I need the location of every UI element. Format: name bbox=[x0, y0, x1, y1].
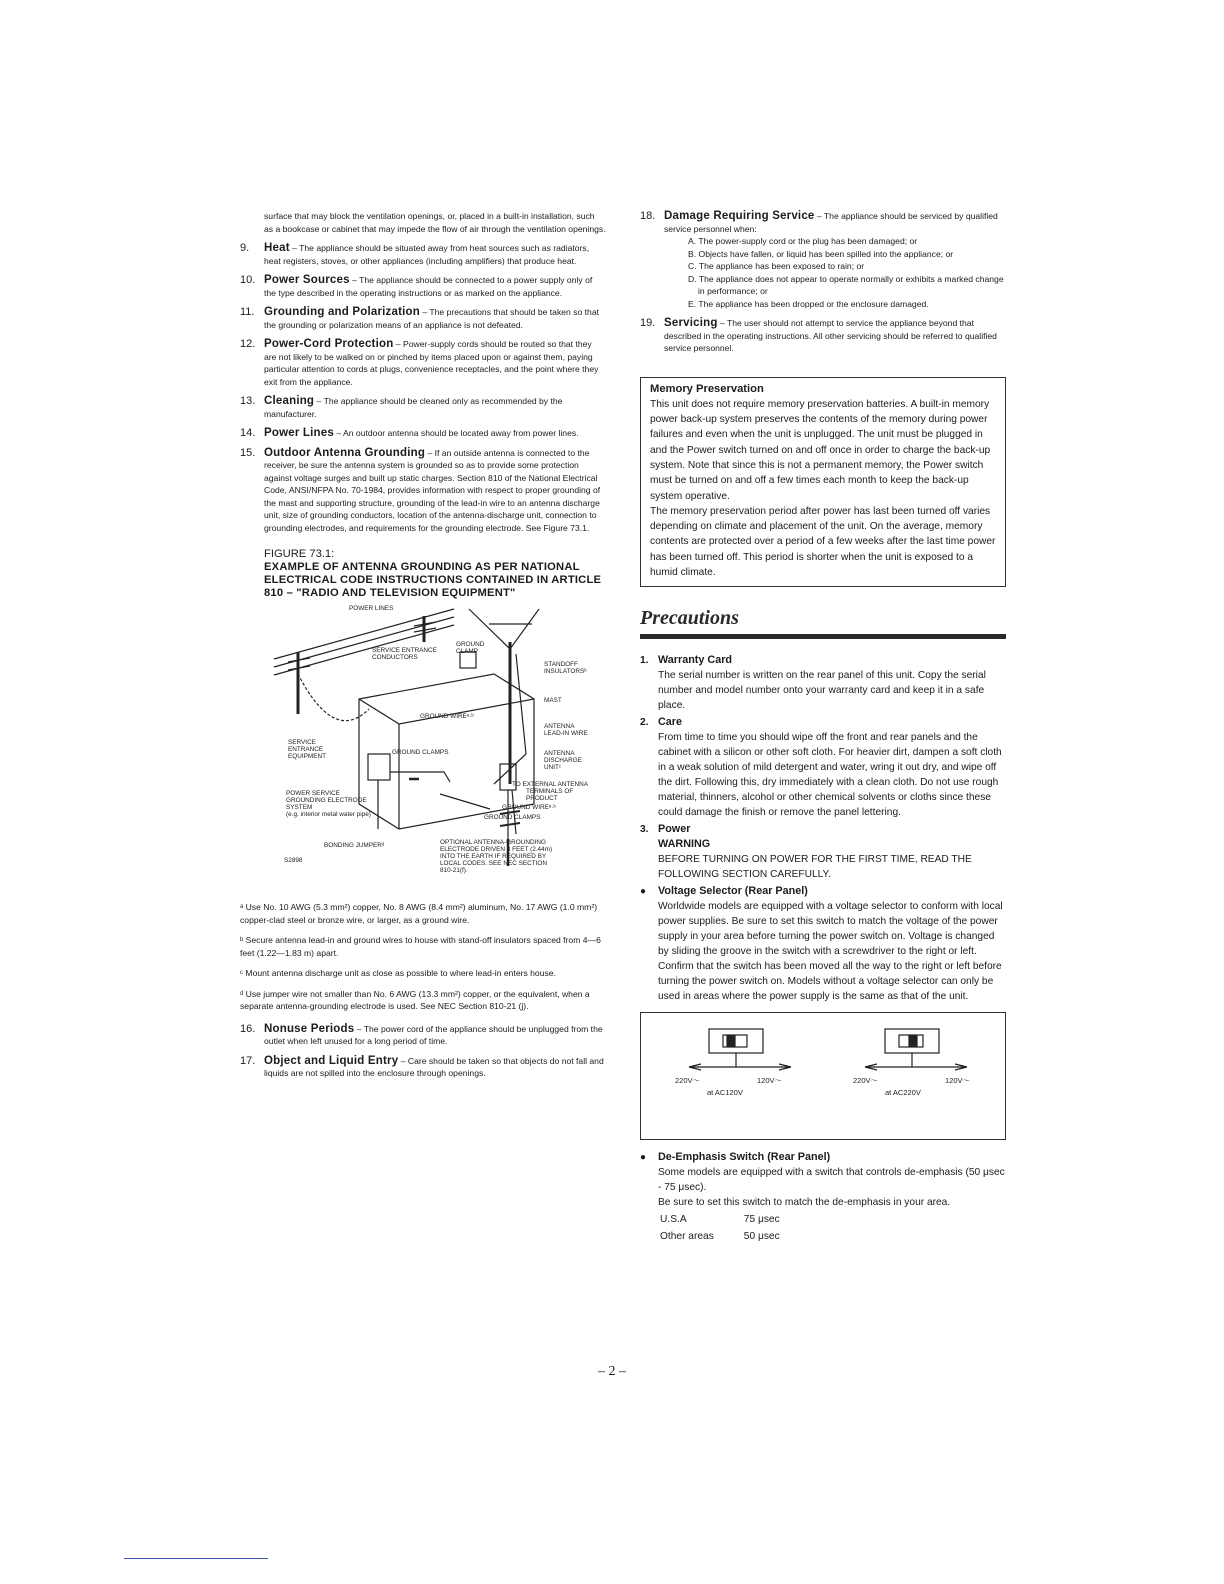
deemphasis-area: Other areas bbox=[660, 1231, 714, 1243]
label-electrode-3: SYSTEM bbox=[286, 804, 313, 811]
left-column bbox=[240, 210, 606, 1087]
right-column bbox=[640, 210, 1006, 1248]
internal-wire bbox=[440, 794, 490, 809]
label-optional-4: LOCAL CODES. SEE NEC SECTION bbox=[440, 860, 548, 867]
precautions-title: Precautions bbox=[640, 607, 739, 630]
label-optional-3: INTO THE EARTH IF REQUIRED BY bbox=[440, 853, 547, 860]
item-body: – The appliance should be situated away from heat sources such as radiators, heat registers, stoves, or other appliances (including amplifiers) that produce heat. bbox=[264, 243, 590, 266]
item-heading: Power Sources bbox=[264, 274, 350, 286]
power-heading: Power bbox=[658, 823, 691, 836]
voltage-switch-svg bbox=[641, 1013, 1005, 1137]
item-heading: Outdoor Antenna Grounding bbox=[264, 446, 426, 459]
label-mast: MAST bbox=[544, 697, 562, 704]
label-optional-2: ELECTRODE DRIVEN 8 FEET (2.44m) bbox=[440, 846, 553, 853]
safety-item bbox=[240, 338, 606, 388]
label-power-lines: POWER LINES bbox=[349, 605, 394, 612]
warranty-number: 1. bbox=[640, 655, 649, 667]
intro-text: surface that may block the ventilation openings, or, placed in a built-in installation, such as a bookcase or cabinet that may impede the flow of air through the ventilation openings. bbox=[264, 211, 606, 234]
safety-list-2 bbox=[240, 1023, 606, 1080]
voltage-switch-diagram bbox=[640, 1012, 1006, 1140]
label-discharge-1: ANTENNA bbox=[544, 750, 575, 757]
label-right-caption: at AC220V bbox=[885, 1088, 921, 1098]
safety-item bbox=[240, 274, 606, 299]
label-standoff-2: INSULATORSᵇ bbox=[544, 668, 587, 675]
service-equipment-box bbox=[368, 754, 390, 780]
care-item bbox=[640, 715, 1006, 820]
item-18-number: 18. bbox=[640, 210, 656, 222]
switch-220-knob bbox=[909, 1036, 917, 1046]
service-condition: E. The appliance has been dropped or the enclosure damaged. bbox=[688, 298, 929, 309]
memory-paragraph-2: The memory preservation period after power has last been turned off varies depending on climate and placement of the unit. On the average, memory contents are protected over a period of a few weeks after the last time power has been turned off. This period is shorter when the unit is exposed to a humid climate. bbox=[650, 505, 996, 579]
warranty-card-item bbox=[640, 653, 1006, 713]
label-left-caption: at AC120V bbox=[707, 1088, 743, 1098]
figure-caption bbox=[264, 548, 606, 600]
deemphasis-heading: De-Emphasis Switch (Rear Panel) bbox=[658, 1151, 831, 1164]
power-number: 3. bbox=[640, 824, 649, 836]
item-number: 17. bbox=[240, 1054, 256, 1067]
label-external-1: TO EXTERNAL ANTENNA bbox=[512, 781, 588, 788]
label-electrode-4: (e.g. interior metal water pipe) bbox=[286, 811, 371, 818]
page-number: – 2 – bbox=[598, 1364, 626, 1379]
item-heading: Grounding and Polarization bbox=[264, 306, 420, 318]
figure-label: FIGURE 73.1: bbox=[264, 548, 335, 560]
label-service-conductors-2: CONDUCTORS bbox=[372, 654, 418, 661]
memory-title: Memory Preservation bbox=[650, 382, 764, 395]
deemphasis-row bbox=[660, 1212, 808, 1227]
switch-120-housing bbox=[709, 1029, 763, 1053]
label-ground-clamps-2: GROUND CLAMPS bbox=[484, 814, 541, 821]
label-ground-clamps: GROUND CLAMPS bbox=[392, 749, 449, 756]
service-condition: B. Objects have fallen, or liquid has been spilled into the appliance; or bbox=[688, 248, 954, 259]
label-service-equipment-2: ENTRANCE bbox=[288, 746, 324, 753]
deemphasis-area: U.S.A bbox=[660, 1214, 687, 1226]
label-right-220: 220V～ bbox=[853, 1076, 879, 1086]
item-19-number: 19. bbox=[640, 317, 656, 329]
power-item bbox=[640, 822, 1006, 882]
item-19-body: – The user should not attempt to service the appliance beyond that described in the operating instructions. All other servicing should be referred to qualified service personnel. bbox=[664, 318, 997, 353]
warning-heading: WARNING bbox=[658, 838, 711, 851]
label-left-120: 120V～ bbox=[757, 1076, 783, 1086]
item-18-conditions bbox=[664, 235, 1006, 310]
switch-120-line bbox=[689, 1053, 781, 1067]
deemphasis-table bbox=[658, 1210, 810, 1246]
label-optional-5: 810-21(f). bbox=[440, 867, 468, 874]
label-electrode-1: POWER SERVICE bbox=[286, 790, 340, 797]
label-optional-1: OPTIONAL ANTENNA-GROUNDING bbox=[440, 839, 546, 846]
item-heading: Object and Liquid Entry bbox=[264, 1054, 399, 1067]
item-heading: Cleaning bbox=[264, 395, 315, 407]
care-body: From time to time you should wipe off the front and rear panels and the cabinet with a silicon or other soft cloth. For heavier dirt, dampen a soft cloth in a weak solution of mild detergent and water, wring it out dry, and wipe off the dirt. Following this, dry immediately with a clean cloth. Do not use rough material, thinners, alcohol or other chemical solvents or cloths since these could damage the finish or remove the panel lettering. bbox=[658, 732, 1002, 819]
deemphasis-value: 50 μsec bbox=[743, 1231, 780, 1243]
service-condition: C. The appliance has been exposed to rain; or bbox=[688, 261, 865, 271]
antenna-grounding-diagram bbox=[264, 604, 606, 899]
item-body: – The appliance should be connected to a power supply only of the type described in the operating instructions or as marked on the appliance. bbox=[264, 275, 593, 298]
item-body: – The appliance should be cleaned only as recommended by the manufacturer. bbox=[264, 396, 563, 419]
voltage-heading: Voltage Selector (Rear Panel) bbox=[658, 885, 808, 898]
item-number: 15. bbox=[240, 446, 256, 459]
item-heading: Heat bbox=[264, 242, 290, 254]
service-condition: A. The power-supply cord or the plug has been damaged; or bbox=[688, 236, 918, 246]
item-number: 12. bbox=[240, 338, 256, 350]
care-heading: Care bbox=[658, 716, 683, 729]
label-service-equipment-3: EQUIPMENT bbox=[288, 753, 326, 760]
item-number: 9. bbox=[240, 242, 250, 254]
footnotes bbox=[240, 901, 606, 1013]
label-service-conductors-1: SERVICE ENTRANCE bbox=[372, 647, 437, 654]
item-body: – Power-supply cords should be routed so that they are not likely to be walked on or pinched by items placed upon or against them, paying particular attention to cords at plugs, convenience receptacles, and the point where they exit from the appliance. bbox=[264, 339, 599, 387]
voltage-selector-item bbox=[640, 884, 1006, 1004]
item-19-heading: Servicing bbox=[664, 317, 718, 329]
label-ground-wire: GROUND WIREᵃ·ᵇ bbox=[420, 713, 474, 720]
label-left-220: 220V～ bbox=[675, 1076, 701, 1086]
service-condition: D. The appliance does not appear to operate normally or exhibits a marked change in performance; or bbox=[688, 273, 1004, 296]
bottom-rule bbox=[124, 1558, 268, 1559]
footnote: ᵇ Secure antenna lead-in and ground wires to house with stand-off insulators spaced from 4—6 feet (1.22—1.83 m) apart. bbox=[240, 935, 601, 958]
voltage-body: Worldwide models are equipped with a voltage selector to conform with local power supplies. Be sure to set this switch to match the voltage of the power supply in your area before turning the power switch on. Voltage is changed by sliding the groove in the switch with a screwdriver to the right or left. Confirm that the switch has been moved all the way to the right or left before turning the power switch on. Models without a voltage selector can only be used in areas where the power supply is the same as that of the unit. bbox=[658, 901, 1003, 1003]
item-number: 10. bbox=[240, 274, 256, 286]
safety-list-1 bbox=[240, 242, 606, 534]
label-external-2: TERMINALS OF bbox=[526, 788, 574, 795]
footnote: ᵈ Use jumper wire not smaller than No. 6 AWG (13.3 mm²) copper, or the equivalent, when a separate antenna-grounding electrode is used. See NEC Section 810-21 (j). bbox=[240, 988, 590, 1011]
label-ground-clamp-1: GROUND bbox=[456, 641, 485, 648]
deemphasis-row bbox=[660, 1229, 808, 1244]
service-drop bbox=[298, 674, 369, 721]
deemphasis-body: Some models are equipped with a switch that controls de-emphasis (50 μsec - 75 μsec). bbox=[658, 1167, 1005, 1194]
label-discharge-3: UNITᶜ bbox=[544, 764, 562, 771]
warning-text: BEFORE TURNING ON POWER FOR THE FIRST TIME, READ THE FOLLOWING SECTION CAREFULLY. bbox=[658, 854, 972, 881]
item-number: 11. bbox=[240, 306, 255, 318]
item-body: – Care should be taken so that objects do not fall and liquids are not spilled into the enclosure through openings. bbox=[264, 1055, 604, 1078]
item-heading: Power-Cord Protection bbox=[264, 338, 394, 350]
item-18-body: – The appliance should be serviced by qualified service personnel when: bbox=[664, 211, 998, 234]
label-electrode-2: GROUNDING ELECTRODE bbox=[286, 797, 367, 804]
label-lead-in-2: LEAD-IN WIRE bbox=[544, 730, 588, 737]
item-body: – An outdoor antenna should be located away from power lines. bbox=[333, 428, 579, 438]
label-external-3: PRODUCT bbox=[526, 795, 558, 802]
memory-paragraph-1: This unit does not require memory preservation batteries. A built-in memory power back-up system preserves the contents of the memory during power failures and even when the unit is unplugged. The unit must be plugged in and the Power switch turned on and off once in order to charge the back-up system. Note that since this is not a permanent memory, the Power switch must be turned on and off a few times each month to keep the back-up system operative. bbox=[650, 398, 991, 502]
item-18 bbox=[640, 210, 1006, 310]
item-body: – If an outside antenna is connected to the receiver, be sure the antenna system is grounded so as to provide some protection against voltage surges and built up static charges. Section 810 of the National Electrical Code, ANSI/NFPA No. 70-1984, provides information with respect to proper grounding of the mast and supporting structure, grounding of the lead-in wire to an antenna discharge unit, size of grounding conductors, location of the antenna-discharge unit, connection to grounding electrodes, and requirements for the grounding electrode. See Figure 73.1. bbox=[264, 447, 601, 533]
item-body: – The power cord of the appliance should be unplugged from the outlet when left unused for a long period of time. bbox=[264, 1023, 603, 1046]
label-lead-in-1: ANTENNA bbox=[544, 723, 575, 730]
deemphasis-item bbox=[640, 1150, 1006, 1246]
antenna-grounding-svg bbox=[264, 604, 606, 894]
label-service-equipment-1: SERVICE bbox=[288, 739, 316, 746]
safety-item bbox=[240, 1055, 606, 1080]
safety-item bbox=[240, 395, 606, 420]
care-number: 2. bbox=[640, 717, 649, 729]
deemphasis-value: 75 μsec bbox=[743, 1214, 780, 1226]
label-standoff-1: STANDOFF bbox=[544, 661, 578, 668]
label-discharge-2: DISCHARGE bbox=[544, 757, 582, 764]
item-number: 16. bbox=[240, 1022, 256, 1035]
bullet-icon-2: ● bbox=[640, 1152, 647, 1164]
item-body: – The precautions that should be taken so that the grounding or polarization means of an appliance is not defeated. bbox=[264, 307, 599, 330]
label-ground-clamp-2: CLAMP bbox=[456, 648, 479, 655]
item-heading: Nonuse Periods bbox=[264, 1022, 355, 1035]
deemphasis-body-2: Be sure to set this switch to match the de-emphasis in your area. bbox=[658, 1197, 951, 1209]
item-19 bbox=[640, 317, 1006, 355]
switch-220-line bbox=[865, 1053, 957, 1067]
label-ground-wire-2: GROUND WIREᵃ·ᵇ bbox=[502, 804, 556, 811]
figure-title: EXAMPLE OF ANTENNA GROUNDING AS PER NATIONAL ELECTRICAL CODE INSTRUCTIONS CONTAINED IN ARTICLE 810 – "RADIO AND TELEVISION EQUIPMENT" bbox=[264, 561, 602, 599]
label-right-120: 120V～ bbox=[945, 1076, 971, 1086]
footnote: ᵃ Use No. 10 AWG (5.3 mm²) copper, No. 8 AWG (8.4 mm²) aluminum, No. 17 AWG (1.0 mm²) copper-clad steel or bronze wire, or larger, as a ground wire. bbox=[240, 902, 598, 925]
warranty-heading: Warranty Card bbox=[658, 654, 732, 667]
label-bonding: BONDING JUMPERᵈ bbox=[324, 842, 385, 849]
precautions-rule bbox=[640, 634, 1006, 639]
safety-item bbox=[240, 427, 606, 440]
safety-item bbox=[240, 447, 606, 535]
item-heading: Power Lines bbox=[264, 427, 334, 439]
switch-120-knob bbox=[727, 1036, 735, 1046]
label-figure-code: S2898 bbox=[284, 857, 303, 864]
bullet-icon: ● bbox=[640, 886, 647, 898]
safety-item bbox=[240, 306, 606, 331]
memory-preservation-box bbox=[640, 377, 1006, 588]
item-number: 13. bbox=[240, 395, 256, 407]
item-18-heading: Damage Requiring Service bbox=[664, 210, 815, 222]
warranty-body: The serial number is written on the rear panel of this unit. Copy the serial number and model number onto your warranty card and keep it in a safe place. bbox=[658, 670, 986, 712]
safety-item bbox=[240, 1023, 606, 1048]
item-number: 14. bbox=[240, 427, 256, 439]
footnote: ᶜ Mount antenna discharge unit as close as possible to where lead-in enters house. bbox=[240, 968, 556, 978]
power-warning-block bbox=[640, 837, 1006, 882]
safety-item bbox=[240, 242, 606, 267]
